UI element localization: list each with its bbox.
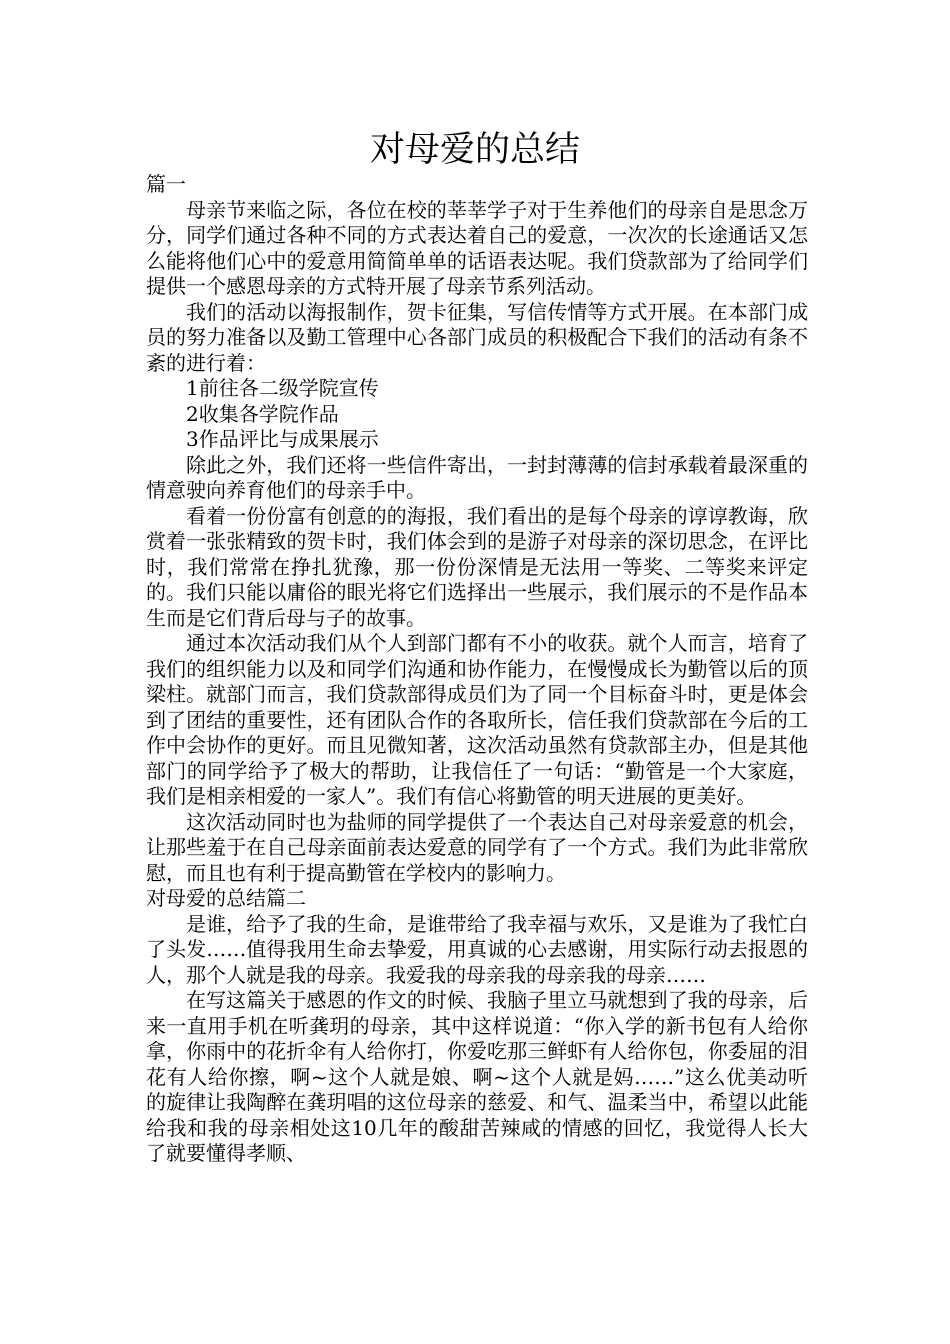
- section-heading: 篇一: [146, 172, 186, 196]
- list-item: 2收集各学院作品: [186, 401, 339, 426]
- paragraph: 看着一份份富有创意的的海报，我们看出的是每个母亲的谆谆教诲，欣赏着一张张精致的贺卡时，我们体会到的是游子对母亲的深切思念，在评比时，我们常常在挣扎犹豫，那一份份深情是无法用一等奖、二等奖来评定的。我们只能以庸俗的眼光将它们选择出一些展示，我们展示的不是作品本生而是它们背后母与子的故事。: [146, 503, 808, 630]
- paragraph: 通过本次活动我们从个人到部门都有不小的收获。就个人而言，培育了我们的组织能力以及和同学们沟通和协作能力，在慢慢成长为勤管以后的顶梁柱。就部门而言，我们贷款部得成员们为了同一个目标奋斗时，更是体会到了团结的重要性，还有团队合作的各取所长，信任我们贷款部在今后的工作中会协作的更好。而且见微知著，这次活动虽然有贷款部主办，但是其他部门的同学给予了极大的帮助，让我信任了一句话：“勤管是一个大家庭，我们是相亲相爱的一家人”。我们有信心将勤管的明天进展的更美好。: [146, 631, 808, 808]
- document-title: 对母爱的总结: [369, 130, 580, 170]
- paragraph: 在写这篇关于感恩的作文的时候、我脑子里立马就想到了我的母亲，后来一直用手机在听龚玥的母亲，其中这样说道：“你入学的新书包有人给你拿，你雨中的花折伞有人给你打，你爱吃那三鲜虾有人给你包，你委屈的泪花有人给你擦，啊~这个人就是娘、啊~这个人就是妈……”这么优美动听的旋律让我陶醉在龚玥唱的这位母亲的慈爱、和气、温柔当中，希望以此能给我和我的母亲相处这10几年的酸甜苦辣咸的情感的回忆，我觉得人长大了就要懂得孝顺、: [146, 988, 808, 1165]
- list-item: 1前往各二级学院宣传: [186, 376, 379, 400]
- list-item: 3作品评比与成果展示: [186, 427, 379, 451]
- paragraph: 我们的活动以海报制作，贺卡征集，写信传情等方式开展。在本部门成员的努力准备以及勤工管理中心各部门成员的积极配合下我们的活动有条不紊的进行着：: [146, 299, 808, 375]
- paragraph: 这次活动同时也为盐师的同学提供了一个表达自己对母亲爱意的机会，让那些羞于在自己母亲面前表达爱意的同学有了一个方式。我们为此非常欣慰，而且也有利于提高勤管在学校内的影响力。: [146, 809, 808, 885]
- paragraph: 除此之外，我们还将一些信件寄出，一封封薄薄的信封承载着最深重的情意驶向养育他们的母亲手中。: [146, 452, 808, 502]
- section-heading: 对母爱的总结篇二: [146, 886, 306, 910]
- paragraph: 是谁，给予了我的生命，是谁带给了我幸福与欢乐，又是谁为了我忙白了头发……值得我用生命去挚爱，用真诚的心去感谢，用实际行动去报恩的人，那个人就是我的母亲。我爱我的母亲我的母亲我的母亲……: [146, 911, 808, 987]
- paragraph: 母亲节来临之际，各位在校的莘莘学子对于生养他们的母亲自是思念万分，同学们通过各种不同的方式表达着自己的爱意，一次次的长途通话又怎么能将他们心中的爱意用简简单单的话语表达呢。我们贷款部为了给同学们提供一个感恩母亲的方式特开展了母亲节系列活动。: [146, 197, 808, 298]
- document-body: [146, 172, 808, 1167]
